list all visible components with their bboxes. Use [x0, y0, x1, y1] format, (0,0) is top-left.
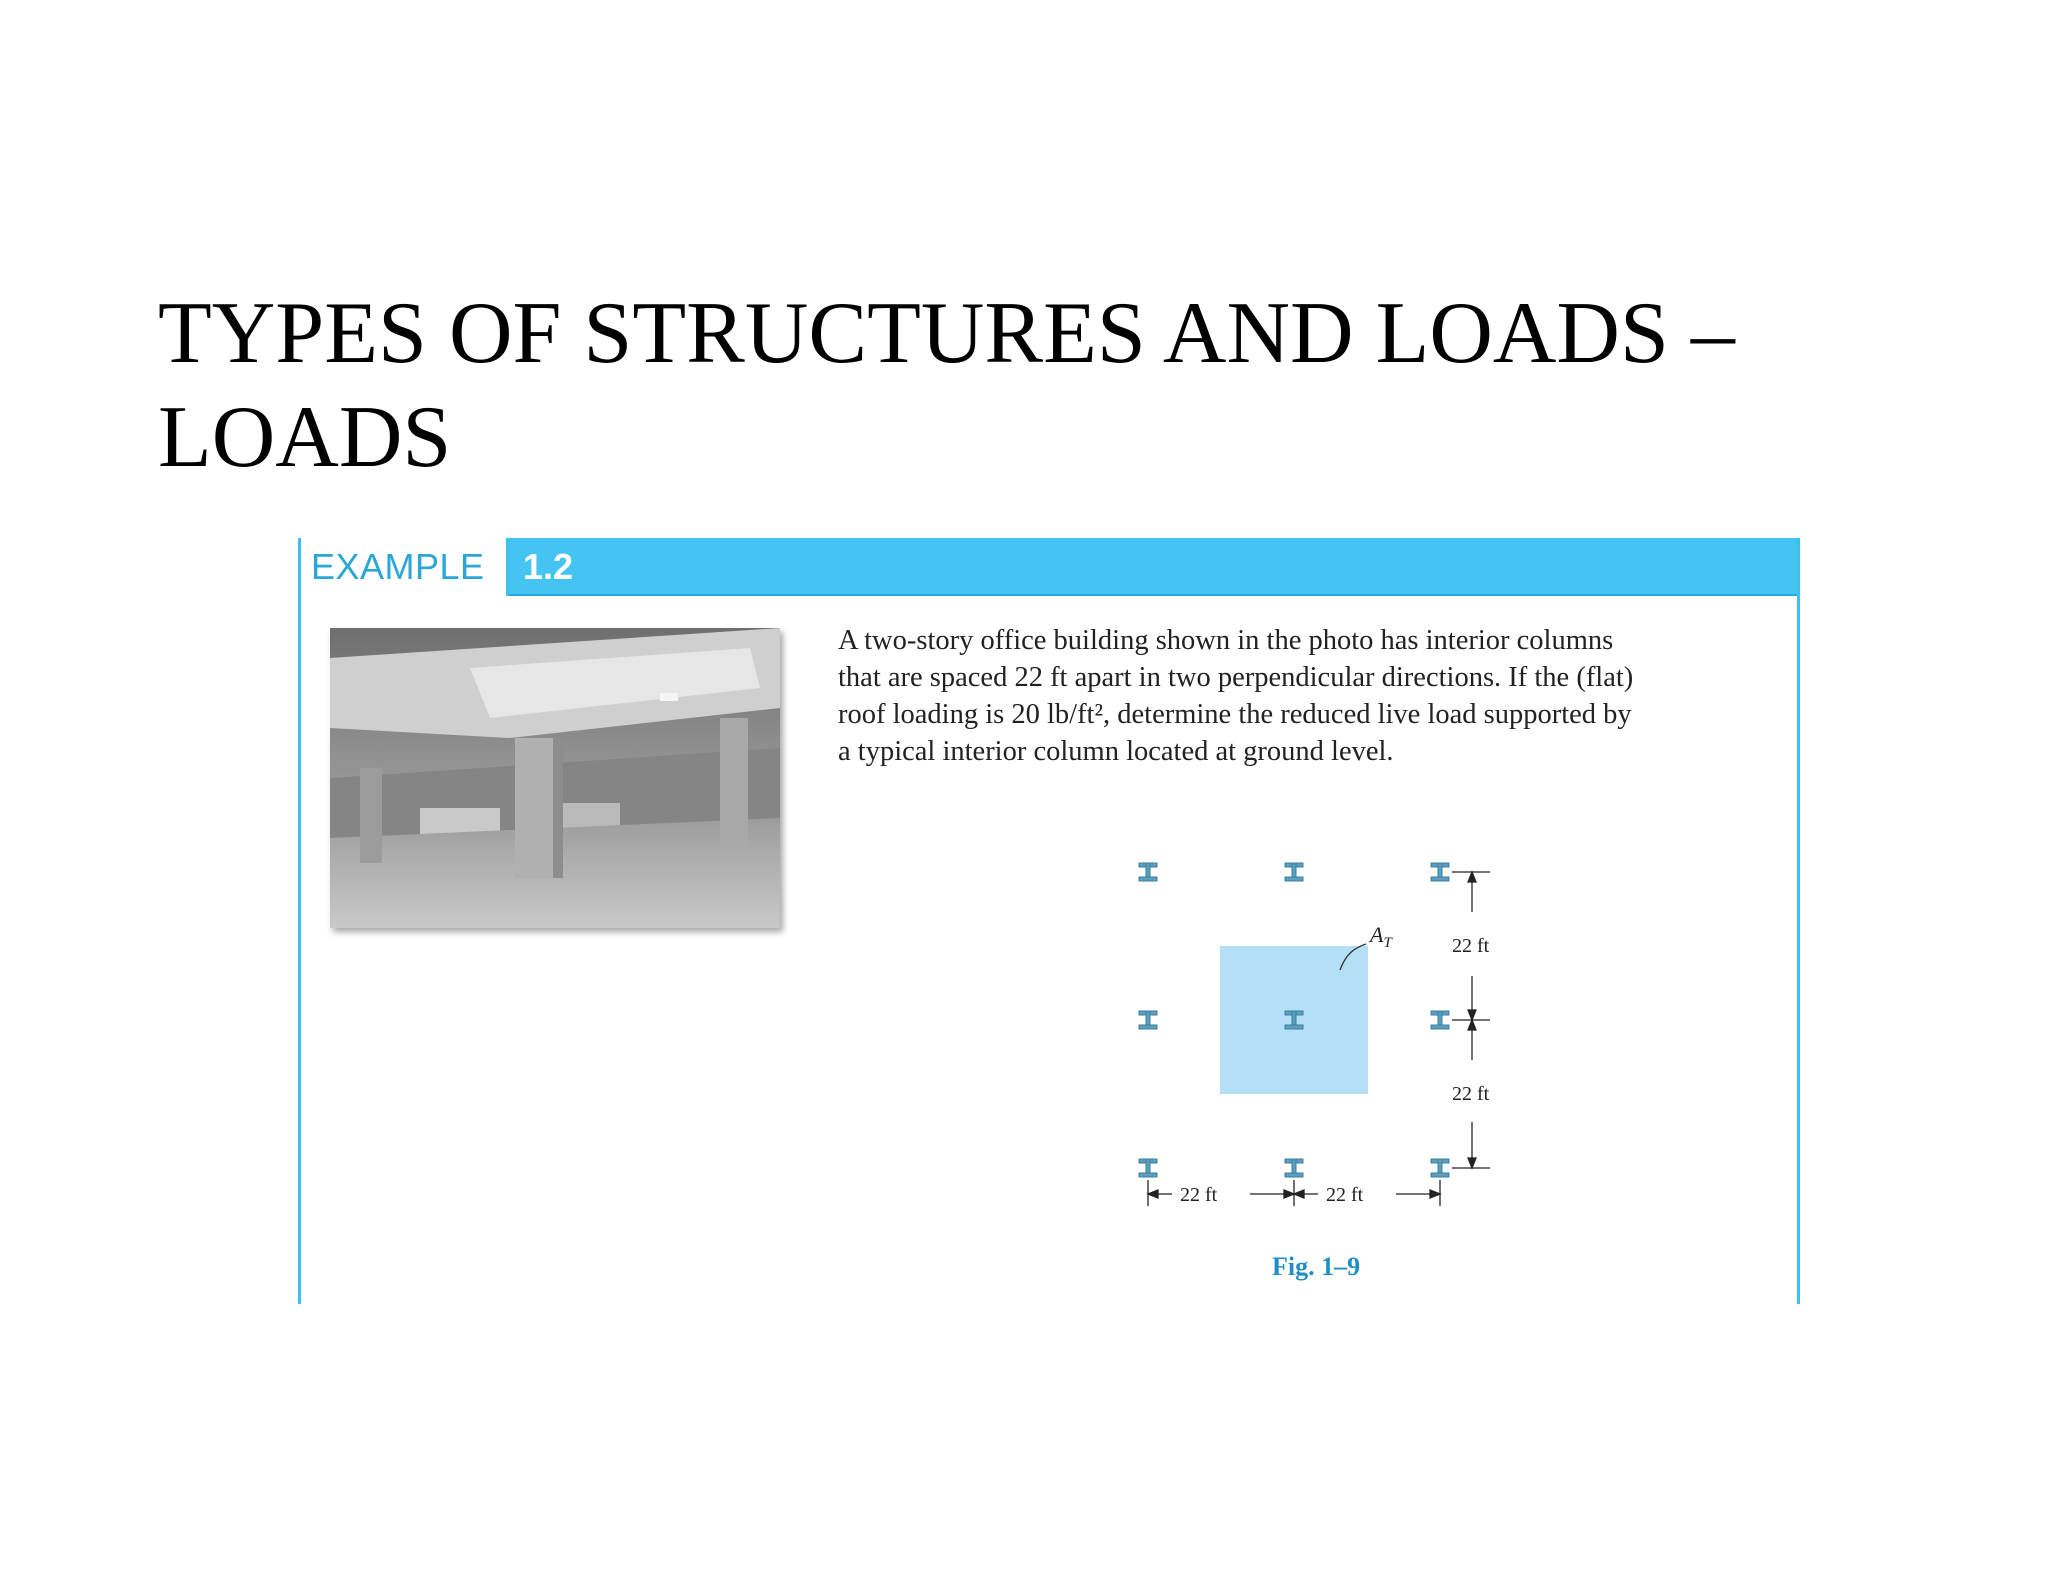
- i-beam-column-icon: [1139, 1159, 1157, 1177]
- example-label: EXAMPLE: [301, 538, 509, 596]
- problem-line: A two-story office building shown in the photo has interior columns: [838, 625, 1614, 656]
- dimension-horizontal-right: 22 ft: [1326, 1184, 1364, 1206]
- problem-line: roof loading is 20 lb/ft², determine the reduced live load supported by: [838, 699, 1632, 730]
- area-label: $A_T$: [1370, 922, 1392, 951]
- i-beam-column-icon: [1431, 1011, 1449, 1029]
- column-grid: [1139, 863, 1449, 1177]
- problem-line: a typical interior column located at ground level.: [838, 736, 1394, 767]
- i-beam-column-icon: [1431, 863, 1449, 881]
- i-beam-column-icon: [1139, 1011, 1157, 1029]
- example-header: [301, 538, 1797, 596]
- column-grid-figure: [1100, 850, 1520, 1290]
- photo-office-building-interior: [330, 628, 780, 928]
- dimension-horizontal-left: 22 ft: [1180, 1184, 1218, 1206]
- dimension-vertical-bottom: 22 ft: [1452, 1083, 1490, 1105]
- i-beam-column-icon: [1285, 1159, 1303, 1177]
- i-beam-column-icon: [1139, 863, 1157, 881]
- figure-caption: Fig. 1–9: [1272, 1252, 1361, 1281]
- dimension-vertical-top: 22 ft: [1452, 935, 1490, 957]
- slide-title: [158, 282, 1958, 490]
- vertical-dimension: [1452, 872, 1490, 1168]
- slide-title-line-1: TYPES OF STRUCTURES AND LOADS –: [158, 285, 1735, 382]
- slide-title-line-2: LOADS: [158, 389, 452, 486]
- problem-line: that are spaced 22 ft apart in two perpendicular directions. If the (flat): [838, 662, 1634, 693]
- example-number: 1.2: [523, 546, 574, 587]
- problem-statement: [838, 622, 1768, 770]
- i-beam-column-icon: [1431, 1159, 1449, 1177]
- i-beam-column-icon: [1285, 863, 1303, 881]
